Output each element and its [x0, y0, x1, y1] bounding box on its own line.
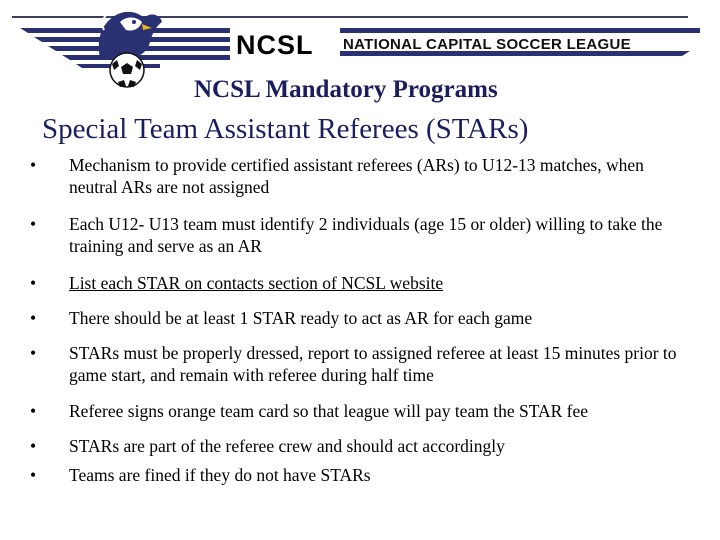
bullet-marker: • [30, 308, 37, 328]
bullet-marker: • [30, 465, 37, 485]
ncsl-abbreviation: NCSL [236, 30, 314, 60]
league-name: NATIONAL CAPITAL SOCCER LEAGUE [343, 36, 631, 53]
contacts-link[interactable]: List each STAR on contacts section of NCSL website [69, 273, 444, 293]
bullet-marker: • [30, 436, 37, 456]
bullet-marker: • [30, 401, 37, 421]
bullet-text: Referee signs orange team card so that league will pay team the STAR fee [69, 401, 589, 421]
slide-heading: NCSL Mandatory Programs [194, 76, 498, 103]
slide-title: Special Team Assistant Referees (STARs) [42, 113, 529, 145]
bullet-text: Each U12- U13 team must identify 2 individuals (age 15 or older) willing to take the training and serve as an AR [69, 214, 663, 256]
bullet-text: STARs are part of the referee crew and should act accordingly [69, 436, 505, 456]
bullet-marker: • [30, 214, 37, 234]
bullet-marker: • [30, 155, 37, 175]
bullet-text: Mechanism to provide certified assistant referees (ARs) to U12-13 matches, when neutral ARs are not assigned [69, 155, 644, 197]
bullet-text: STARs must be properly dressed, report to assigned referee at least 15 minutes prior to game start, and remain with referee during half time [69, 343, 677, 385]
bullet-marker: • [30, 343, 37, 363]
bullet-text: Teams are fined if they do not have STARs [69, 465, 371, 485]
bullet-text: There should be at least 1 STAR ready to act as AR for each game [69, 308, 533, 328]
bullet-marker: • [30, 273, 37, 293]
